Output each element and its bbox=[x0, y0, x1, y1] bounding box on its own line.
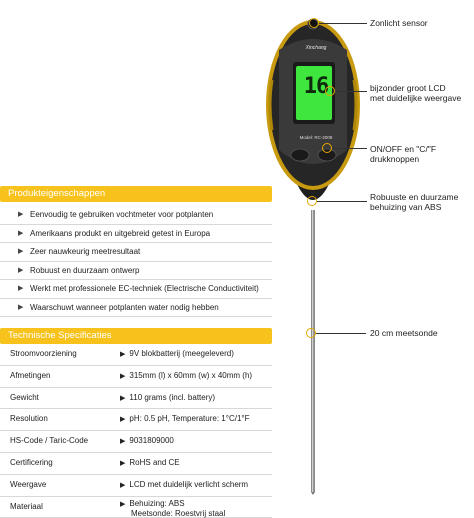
spec-row bbox=[0, 475, 272, 497]
specs-title: Technische Specificaties bbox=[0, 328, 272, 344]
bullet-arrow-icon: ▶ bbox=[120, 459, 126, 467]
spec-value-secondary: Meetsonde: Roestvrij staal bbox=[131, 508, 226, 518]
lcd-reading: 16 bbox=[303, 74, 329, 99]
spec-value: Behuizing: ABS bbox=[129, 498, 185, 508]
bullet-arrow-icon: ▶ bbox=[18, 211, 24, 218]
bullet-arrow-icon: ▶ bbox=[120, 372, 126, 380]
feature-item: ▶ Werkt met professionele EC-techniek (Electrische Conductiviteit) bbox=[0, 280, 272, 299]
bullet-arrow-icon: ▶ bbox=[120, 351, 126, 358]
spec-value: pH: 0.5 pH, Temperature: 1°C/1°F bbox=[129, 414, 250, 424]
spec-value: 315mm (l) x 60mm (w) x 40mm (h) bbox=[129, 370, 253, 380]
callout-marker-lcd bbox=[325, 86, 335, 96]
spec-key: Gewicht bbox=[10, 392, 39, 402]
feature-item: ▶ Zeer nauwkeurig meetresultaat bbox=[0, 243, 272, 262]
bullet-arrow-icon: ▶ bbox=[18, 229, 24, 237]
callout-line-probe bbox=[316, 333, 366, 334]
spec-value: 9V blokbatterij (meegeleverd) bbox=[129, 349, 234, 358]
callout-marker-sensor bbox=[309, 18, 319, 28]
callout-marker-housing bbox=[307, 196, 317, 206]
spec-row bbox=[0, 453, 272, 475]
bullet-arrow-icon: ▶ bbox=[18, 248, 24, 255]
spec-row bbox=[0, 366, 272, 388]
spec-key: Afmetingen bbox=[10, 370, 51, 380]
bullet-arrow-icon: ▶ bbox=[18, 303, 24, 311]
spec-value: 110 grams (incl. battery) bbox=[129, 392, 216, 402]
callout-line-lcd bbox=[335, 91, 367, 92]
spec-row bbox=[0, 344, 272, 366]
bullet-arrow-icon: ▶ bbox=[120, 500, 126, 508]
callout-marker-probe bbox=[306, 328, 316, 338]
spec-value: 9031809000 bbox=[129, 436, 174, 446]
feature-item: ▶ Eenvoudig te gebruiken vochtmeter voor potplanten bbox=[0, 206, 272, 225]
spec-key: Materiaal bbox=[10, 501, 43, 511]
callout-line-housing bbox=[317, 201, 367, 202]
callout-line-buttons bbox=[332, 148, 367, 149]
device-model-label: Model: RC-2008 bbox=[299, 135, 333, 140]
feature-item: ▶ Amerikaans produkt en uitgebreid getest in Europa bbox=[0, 225, 272, 244]
callout-sensor: Zonlicht sensor bbox=[370, 18, 428, 28]
spec-key: Certificering bbox=[10, 457, 53, 467]
spec-value: LCD met duidelijk verlicht scherm bbox=[129, 479, 249, 489]
specs-panel bbox=[0, 328, 272, 518]
bullet-arrow-icon: ▶ bbox=[120, 416, 126, 424]
features-title: Produkteigenschappen bbox=[0, 186, 272, 202]
bullet-arrow-icon: ▶ bbox=[18, 285, 24, 292]
callout-marker-buttons bbox=[322, 143, 332, 153]
bullet-arrow-icon: ▶ bbox=[120, 438, 126, 446]
bullet-arrow-icon: ▶ bbox=[18, 266, 24, 274]
spec-key: Weergave bbox=[10, 479, 47, 489]
spec-row bbox=[0, 409, 272, 431]
feature-item: ▶ Robuust en duurzaam ontwerp bbox=[0, 262, 272, 281]
callout-lcd: bijzonder groot LCD met duidelijke weergave bbox=[370, 83, 462, 103]
spec-row bbox=[0, 388, 272, 410]
spec-row bbox=[0, 431, 272, 453]
callout-housing: Robuuste en duurzame behuizing van ABS bbox=[370, 192, 459, 212]
callout-line-sensor bbox=[319, 23, 367, 24]
device-brand-label: Xinchang bbox=[305, 45, 327, 51]
features-panel bbox=[0, 186, 272, 317]
soil-meter-device bbox=[255, 10, 375, 495]
feature-item: ▶ Waarschuwt wanneer potplanten water nodig hebben bbox=[0, 299, 272, 318]
callout-probe: 20 cm meetsonde bbox=[370, 328, 438, 338]
callout-buttons: ON/OFF en "C/"F drukknoppen bbox=[370, 144, 437, 164]
spec-value: RoHS and CE bbox=[129, 457, 180, 467]
spec-key: Resolution bbox=[10, 414, 48, 424]
bullet-arrow-icon: ▶ bbox=[120, 481, 126, 489]
spec-key: Stroomvoorziening bbox=[10, 349, 77, 358]
spec-key: HS-Code / Taric-Code bbox=[10, 436, 89, 446]
bullet-arrow-icon: ▶ bbox=[120, 394, 126, 402]
